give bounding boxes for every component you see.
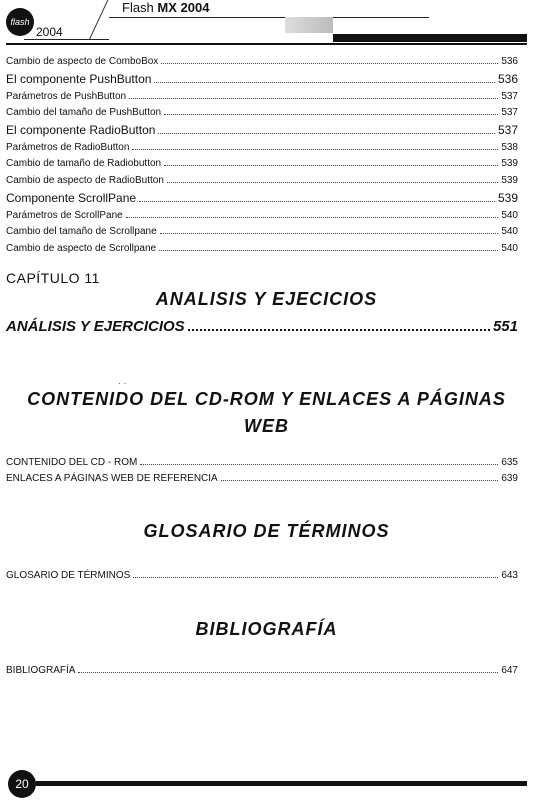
toc-entry-page: 643 <box>501 570 518 581</box>
toc-entry <box>6 158 518 169</box>
section-heading-cd: CONTENIDO DEL CD-ROM Y ENLACES A PÁGINAS <box>27 389 506 409</box>
footer-rule <box>36 781 527 786</box>
toc-entry-title: CONTENIDO DEL CD - ROM <box>6 457 138 468</box>
chapter-heading: ANALISIS Y EJECICIOS <box>155 289 378 309</box>
chapter-label: CAPÍTULO 11 <box>6 270 100 286</box>
toc-entry-page: 537 <box>497 123 518 137</box>
leader-dots <box>164 164 498 166</box>
toc-entry-page: 639 <box>501 473 518 484</box>
leader-dots <box>78 671 498 673</box>
leader-dots <box>139 200 495 202</box>
leader-dots <box>158 132 495 134</box>
section-heading-bibliografia: BIBLIOGRAFÍA <box>195 619 338 639</box>
leader-dots <box>188 329 490 331</box>
toc-entry <box>6 72 518 86</box>
toc-entry-title: Parámetros de RadioButton <box>6 142 130 153</box>
leader-dots <box>161 62 498 64</box>
leader-dots <box>221 479 499 481</box>
toc-entry-page: 536 <box>501 56 518 67</box>
toc-entry <box>6 243 518 254</box>
header-app-name: Flash <box>122 0 154 15</box>
toc-entry-page: 539 <box>497 191 518 205</box>
header-shade-decoration <box>285 17 333 33</box>
toc-entry-title: Cambio de aspecto de ComboBox <box>6 56 159 67</box>
leader-dots <box>126 216 499 218</box>
toc-entry <box>6 91 518 102</box>
leader-dots <box>167 181 498 183</box>
page-number: 20 <box>8 770 36 798</box>
toc-entry-page: 539 <box>501 158 518 169</box>
scan-speck: . . <box>118 376 127 387</box>
toc-entry-title: ANÁLISIS Y EJERCICIOS <box>6 318 185 335</box>
header-year: 2004 <box>36 25 63 39</box>
header-app-title <box>122 0 209 15</box>
toc-entry-page: 635 <box>501 457 518 468</box>
toc-entry <box>6 665 518 676</box>
leader-dots <box>133 576 498 578</box>
toc-entry <box>6 210 518 221</box>
toc-entry-title: Parámetros de ScrollPane <box>6 210 123 221</box>
toc-entry-title: Cambio del tamaño de Scrollpane <box>6 226 157 237</box>
toc-entry-title: ENLACES A PÁGINAS WEB DE REFERENCIA <box>6 473 218 484</box>
toc-entry-page: 537 <box>501 91 518 102</box>
toc-entry <box>6 123 518 137</box>
toc-entry <box>6 191 518 205</box>
toc-entry-bold <box>6 318 518 335</box>
toc-entry <box>6 142 518 153</box>
header-app-version: MX 2004 <box>157 0 210 15</box>
toc-entry-title: Cambio de tamaño de Radiobutton <box>6 158 162 169</box>
toc-entry-title: BIBLIOGRAFÍA <box>6 665 76 676</box>
leader-dots <box>132 148 498 150</box>
toc-entry-title: El componente PushButton <box>6 72 152 86</box>
page-header <box>0 0 533 48</box>
toc-entry-page: 540 <box>501 243 518 254</box>
toc-entry-page: 538 <box>501 142 518 153</box>
leader-dots <box>129 97 498 99</box>
toc-entry-title: Cambio del tamaño de PushButton <box>6 107 162 118</box>
toc-entry-page: 539 <box>501 175 518 186</box>
toc-entry <box>6 175 518 186</box>
leader-dots <box>160 232 499 234</box>
flash-logo-icon: flash <box>6 8 34 36</box>
toc-entry-page: 540 <box>501 210 518 221</box>
leader-dots <box>140 463 498 465</box>
toc-entry-page: 536 <box>497 72 518 86</box>
section-heading-glosario: GLOSARIO DE TÉRMINOS <box>143 521 390 541</box>
toc-entry-title: Parámetros de PushButton <box>6 91 127 102</box>
toc-entry-title: GLOSARIO DE TÉRMINOS <box>6 570 131 581</box>
leader-dots <box>154 81 495 83</box>
leader-dots <box>164 113 498 115</box>
toc-entry <box>6 226 518 237</box>
toc-entry-title: El componente RadioButton <box>6 123 156 137</box>
toc-entry <box>6 56 518 67</box>
toc-entry <box>6 457 518 468</box>
toc-entry-page: 540 <box>501 226 518 237</box>
leader-dots <box>159 249 498 251</box>
toc-entry <box>6 570 518 581</box>
toc-entry-page: 551 <box>492 318 518 335</box>
toc-entry <box>6 473 518 484</box>
toc-entry-page: 647 <box>501 665 518 676</box>
toc-entry-page: 537 <box>501 107 518 118</box>
toc-entry <box>6 107 518 118</box>
header-bar <box>333 34 527 42</box>
toc-entry-title: Componente ScrollPane <box>6 191 137 205</box>
header-rule <box>6 43 527 45</box>
toc-entry-title: Cambio de aspecto de Scrollpane <box>6 243 157 254</box>
section-heading-cd-line2: WEB <box>244 416 289 436</box>
toc-entry-title: Cambio de aspecto de RadioButton <box>6 175 164 186</box>
